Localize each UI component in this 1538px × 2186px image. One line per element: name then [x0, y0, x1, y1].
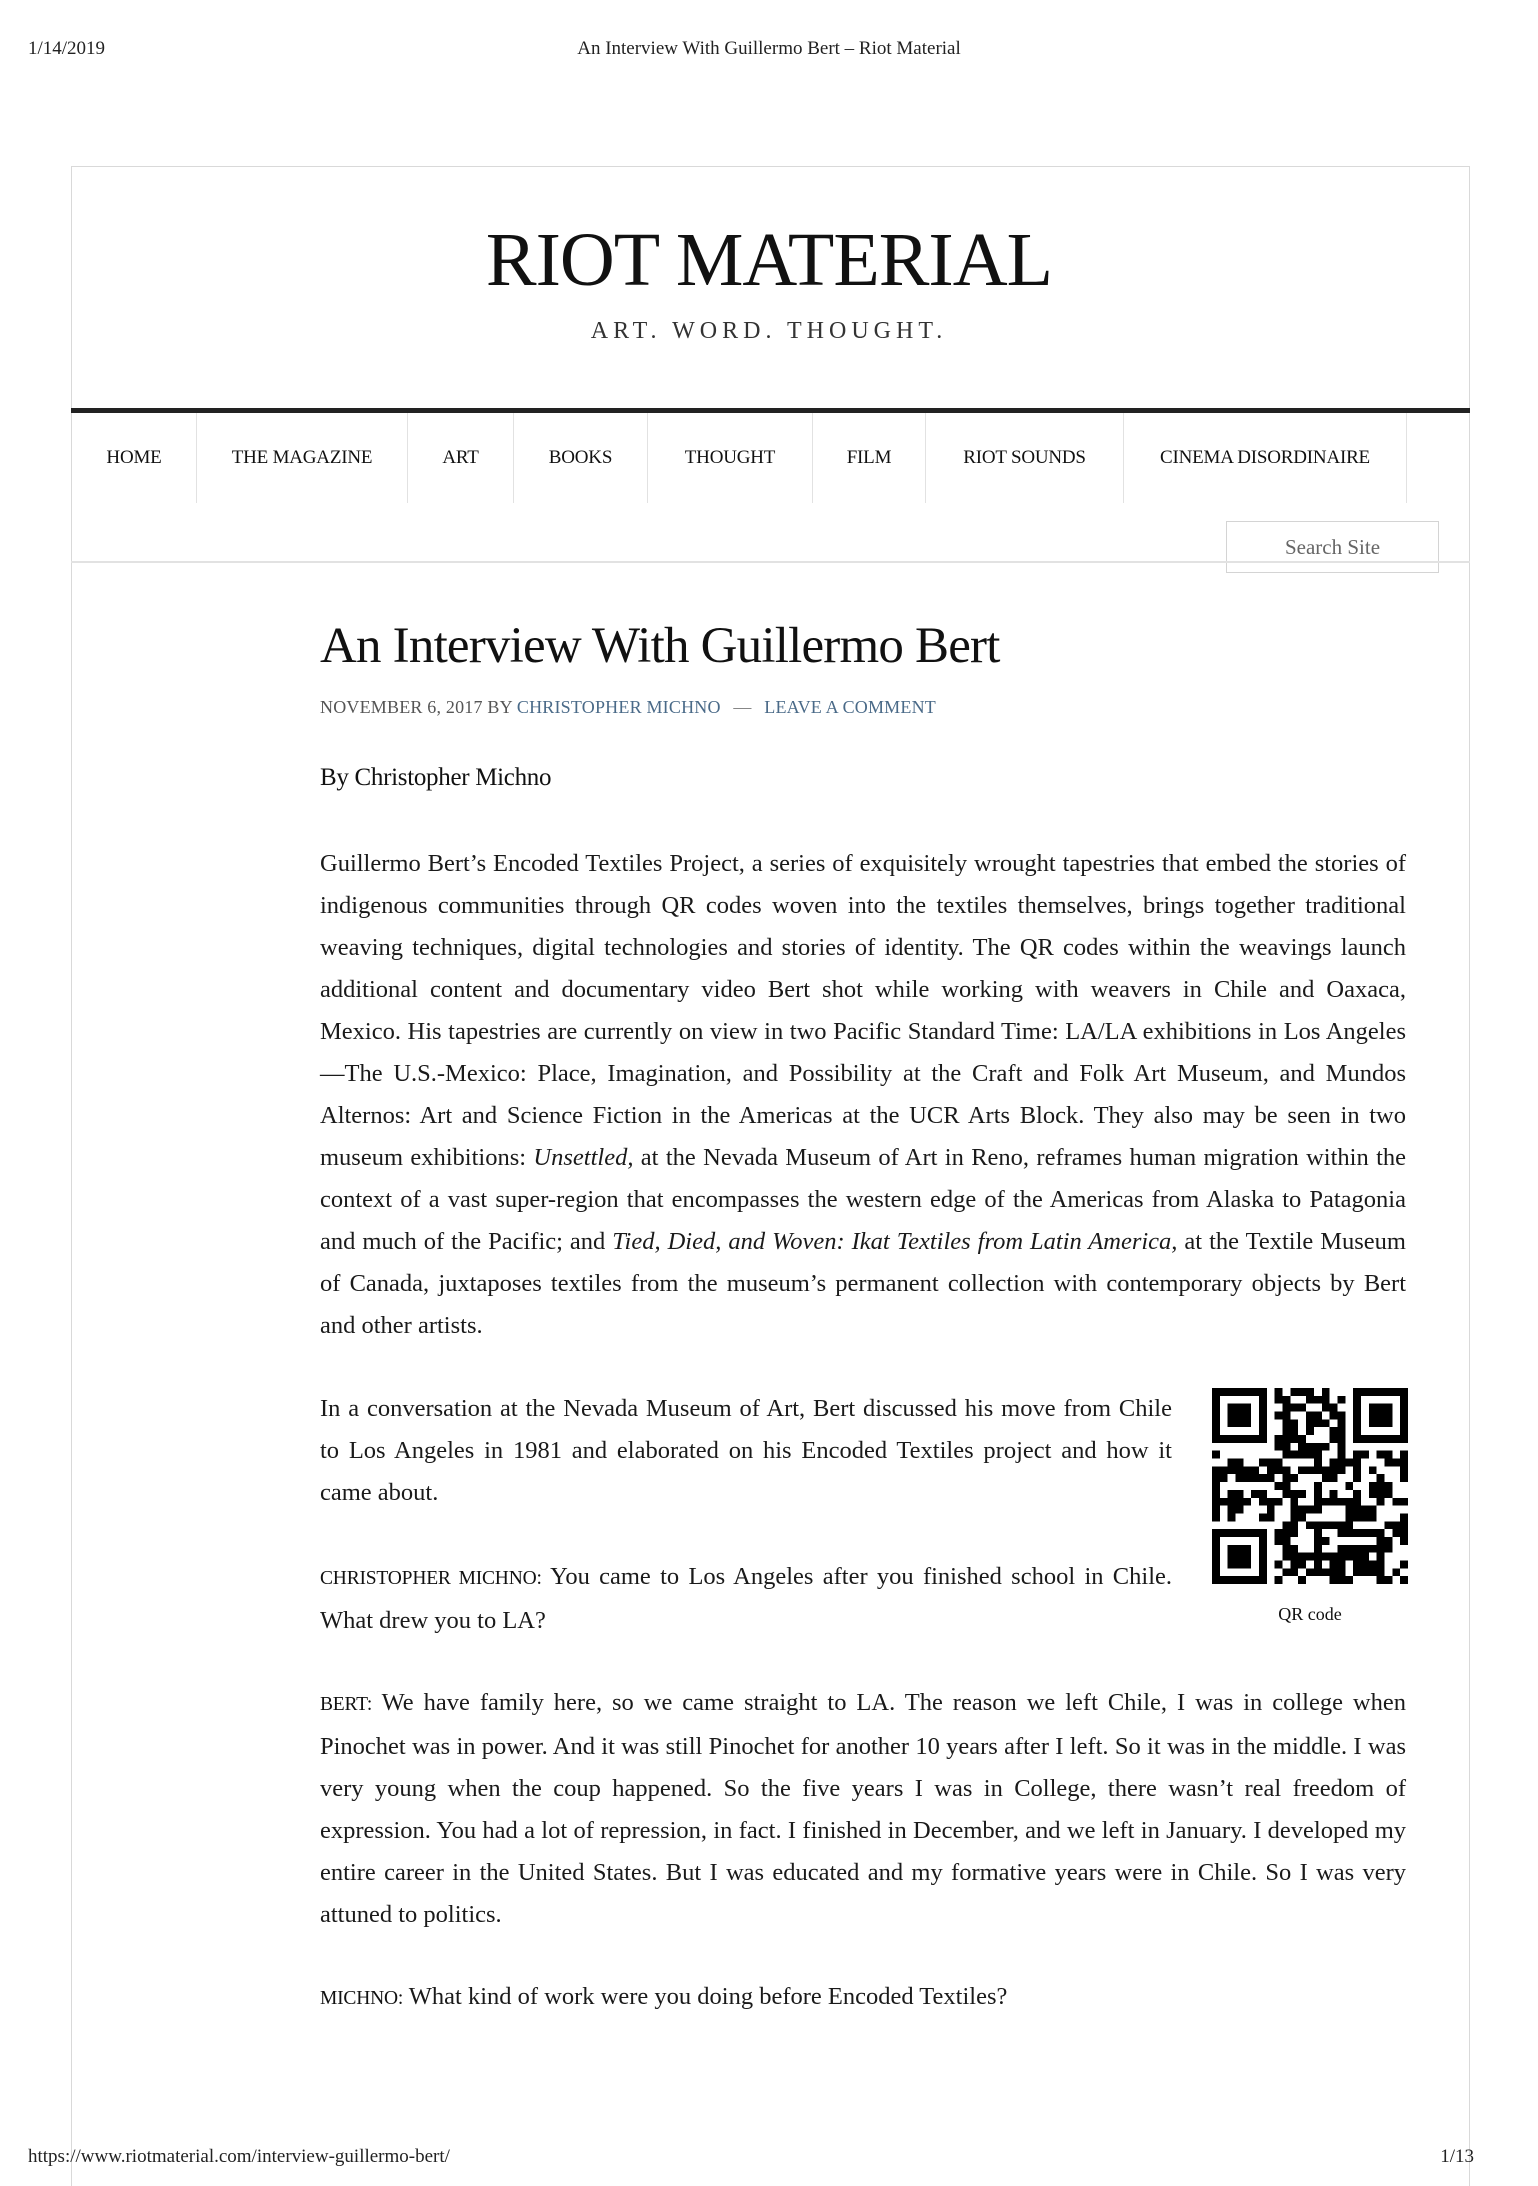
interview-question-1 — [320, 1556, 1172, 1642]
nav-item-thought[interactable] — [648, 413, 813, 503]
nav-label-home: HOME — [106, 447, 162, 468]
answer-text: We have family here, so we came straight to LA. The reason we left Chile, I was in college when Pinochet was in power. And it was still Pinochet for another 10 years after I left. So it was in the middle. I was very young when the coup happened. So the five years I was in College, there wasn’t real freedom of expression. You had a lot of repression, in fact. I finished in December, and we left in January. I developed my entire career in the United States. But I was educated and my formative years were in Chile. So I was very attuned to politics. — [320, 1689, 1406, 1928]
question-text: What kind of work were you doing before Encoded Textiles? — [403, 1983, 1008, 2010]
nav-item-books[interactable] — [514, 413, 648, 503]
nav-label-art: ART — [442, 447, 479, 468]
interview-answer-1 — [320, 1682, 1406, 1936]
nav-label-riot-sounds: RIOT SOUNDS — [963, 447, 1086, 468]
print-url: https://www.riotmaterial.com/interview-guillermo-bert/ — [28, 2146, 450, 2167]
nav-item-cinema-disordinaire[interactable] — [1124, 413, 1407, 503]
print-page-number: 1/13 — [1440, 2146, 1474, 2167]
article-title: An Interview With Guillermo Bert — [320, 618, 1000, 674]
print-page-title: An Interview With Guillermo Bert – Riot Material — [577, 38, 961, 59]
conversation-intro-paragraph: In a conversation at the Nevada Museum of Art, Bert discussed his move from Chile to Los Angeles in 1981 and elaborated on his Encoded Textiles project and how it came about. — [320, 1395, 1172, 1506]
by-label: BY — [487, 697, 513, 717]
author-link[interactable]: CHRISTOPHER MICHNO — [516, 697, 721, 717]
speaker-label: MICHNO: — [320, 1988, 404, 2009]
nav-item-riot-sounds[interactable] — [926, 413, 1124, 503]
entry-meta — [320, 697, 936, 718]
main-nav — [72, 413, 1407, 503]
intro-text-b: at the Nevada Museum of Art in Reno, reframes human migration within the context of a vast super-region that encompasses the western edge of the Americas from Alaska to Patagonia and much of the Pacific; and — [320, 1144, 1406, 1255]
site-title[interactable]: RIOT MATERIAL — [485, 218, 1053, 302]
qr-code-image — [1212, 1388, 1408, 1584]
speaker-label: BERT: — [320, 1694, 373, 1715]
interview-question-2 — [320, 1976, 1406, 2020]
exhibition-title-ikat: Tied, Died, and Woven: Ikat Textiles from Latin America, — [612, 1228, 1178, 1255]
nav-item-film[interactable] — [813, 413, 926, 503]
qr-figure — [1212, 1388, 1408, 1625]
speaker-label: CHRISTOPHER MICHNO: — [320, 1568, 542, 1589]
nav-item-the-magazine[interactable] — [197, 413, 408, 503]
nav-item-home[interactable] — [72, 413, 197, 503]
print-header — [0, 38, 1538, 66]
qr-caption: QR code — [1278, 1604, 1342, 1624]
nav-label-cinema-disordinaire: CINEMA DISORDINAIRE — [1160, 447, 1370, 468]
exhibition-title-unsettled: Unsettled, — [533, 1144, 634, 1171]
nav-item-art[interactable] — [408, 413, 514, 503]
intro-text-a: Guillermo Bert’s Encoded Textiles Project, a series of exquisitely wrought tapestries that embed the stories of indigenous communities through QR codes woven into the textiles themselves, brings together traditional weaving techniques, digital technologies and stories of identity. The QR codes within the weavings launch additional content and documentary video Bert shot while working with weavers in Chile and Oaxaca, Mexico. His tapestries are currently on view in two Pacific Standard Time: LA/LA exhibitions in Los Angeles —The U.S.-Mexico: Place, Imagination, and Possibility at the Craft and Folk Art Museum, and Mundos Alternos: Art and Science Fiction in the Americas at the UCR Arts Block. They also may be seen in two museum exhibitions: — [320, 850, 1406, 1171]
nav-label-film: FILM — [846, 447, 892, 468]
question-text: You came to Los Angeles after you finished school in Chile. What drew you to LA? — [320, 1563, 1173, 1634]
header-divider — [71, 561, 1470, 563]
site-tagline: ART. WORD. THOUGHT. — [590, 318, 948, 344]
comment-link[interactable]: LEAVE A COMMENT — [764, 697, 936, 717]
nav-label-books: BOOKS — [548, 447, 613, 468]
nav-label-the-magazine: THE MAGAZINE — [231, 447, 373, 468]
intro-paragraph — [320, 843, 1406, 1347]
print-footer — [0, 2146, 1538, 2174]
meta-separator: — — [733, 697, 752, 717]
nav-label-thought: THOUGHT — [684, 447, 776, 468]
intro-text-c: at the Textile Museum of Canada, juxtaposes textiles from the museum’s permanent collection with contemporary objects by Bert and other artists. — [320, 1228, 1406, 1339]
article-byline: By Christopher Michno — [320, 764, 552, 791]
search-input[interactable] — [1226, 521, 1439, 573]
print-date: 1/14/2019 — [28, 38, 106, 59]
post-date: NOVEMBER 6, 2017 — [320, 697, 483, 717]
